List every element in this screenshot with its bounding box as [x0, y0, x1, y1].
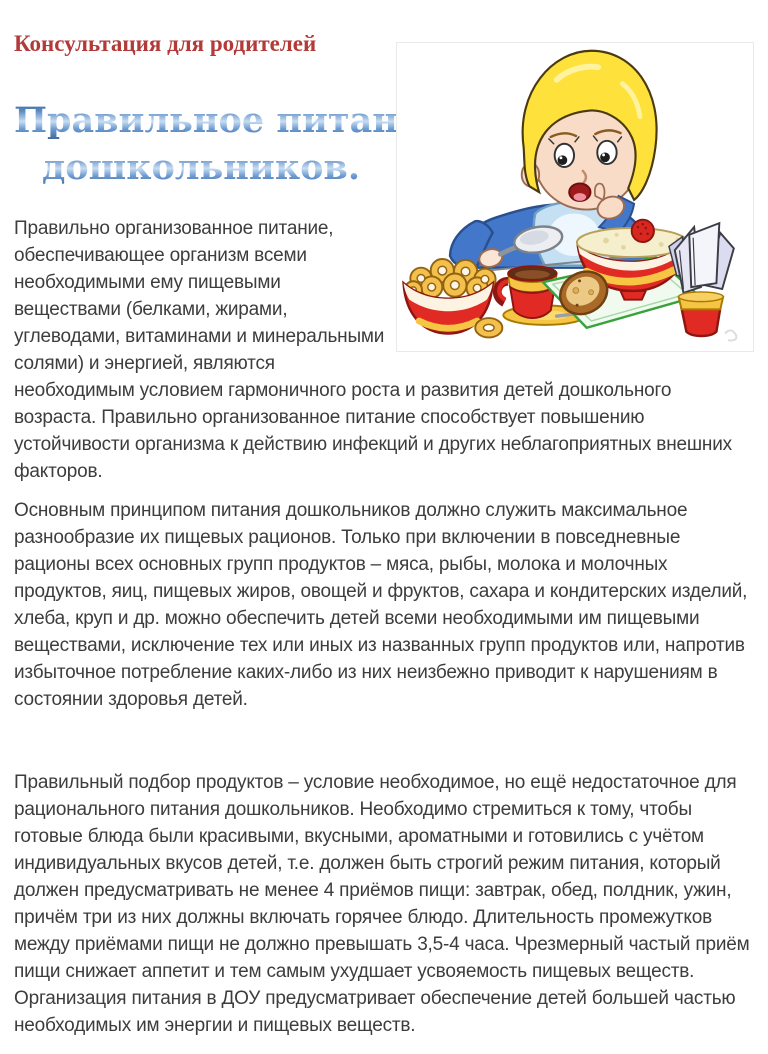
paragraph-meal-regimen: Правильный подбор продуктов – условие необходимое, но ещё недостаточное для рационального питания дошкольников. Необходимо стремиться к тому, чтобы готовые блюда были красивыми, вкусными, ароматными и готовились с учётом индивидуальных вкусов детей, т.е. должен быть строгий режим питания, который должен предусматривать не менее 4 приёмов пищи: завтрак, обед, полдник, ужин, причём три из них должны включать горячее блюдо. Длительность промежутков между приёмами пищи не должно превышать 3,5-4 часа. Чрезмерный частый приём пищи снижает аппетит и тем самым ухудшает усвояемость пищевых веществ. Организация питания в ДОУ предусматривает обеспечение детей большей частью необходимых им энергии и пищевых веществ.	[14, 772, 750, 1036]
boy-eating-breakfast-drawing	[397, 43, 753, 351]
consultation-header: Консультация для родителей	[14, 31, 317, 56]
page-title-line1: Правильное питание	[14, 97, 754, 144]
illustration-boy-eating-breakfast	[396, 42, 754, 352]
document-page	[0, 30, 768, 1039]
paragraph-intro: Правильно организованное питание, обеспечивающее организм всеми необходимыми ему пищевыми веществами (белками, жирами, углеводами, витаминами и минеральными солями) и энергией, являются необходимым условием гармоничного роста и развития детей дошкольного возраста. Правильно организованное питание способствует повышению устойчивости организма к действию инфекций и других неблагоприятных внешних факторов.	[14, 218, 732, 482]
page-title-line2: дошкольников.	[14, 144, 754, 191]
paragraph-variety-principle: Основным принципом питания дошкольников должно служить максимальное разнообразие их пищевых рационов. Только при включении в повседневные рационы всех основных групп продуктов – мяса, рыбы, молока и молочных продуктов, яиц, пищевых жиров, овощей и фруктов, сахара и кондитерских изделий, хлеба, круп и др. можно обеспечить детей всеми необходимыми им пищевыми веществами, исключение тех или иных из названных групп продуктов или, напротив избыточное потребление каких-либо из них неизбежно приводит к нарушениям в состоянии здоровья детей.	[14, 500, 748, 710]
